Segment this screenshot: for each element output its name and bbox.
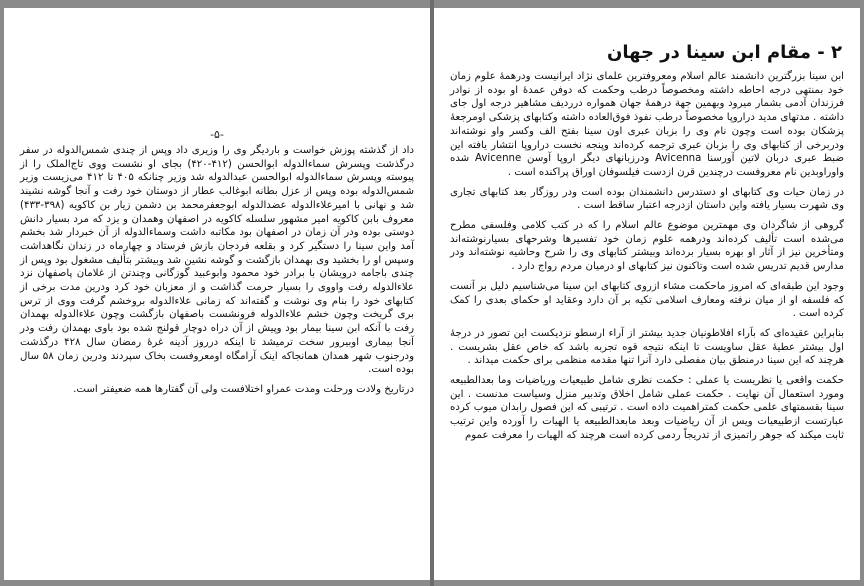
paragraph: داد از گذشته پوزش خواست و باردیگر وی را وزیری داد وپس از چندی شمس‌الدوله در سفر درگذشت وپسرش سماءالدوله ابوالحسن (۴۱۲-۴۲۰) بجای او نشست ووی تاج‌الملک را از پیوسته وپسرش سماءالدوله ابوالحسن عبدالدوله شد وزیر چنانکه ۴۰۵ تا ۴۱۲ می‌زیست وزیر شمس‌الدوله بوده وپس از عزل بطانه ابوغالب عطار از دوستان خود رفت و آنجا گوشه نشیند شد و نهانی با امیرعلاءالدوله عضدالدوله ابوجعفرمحمد بن دشمن زیار بن کاکویه (۳۹۸-۴۳۳) معروف بابن کاکویه امیر مشهور سلسله کاکویه در اصفهان وهمدان و یزد که مرد بسیار دانش دوستی بوده ودر آن زمان در اصفهان بود مکاتبه داشت وسماءالدوله از آن خبردار شد بخشم آمد واین سینا را دستگیر کرد و بقلعه فردجان بازش فرستاد و چهارماه در زندان نگاهداشت وسپس او را بخشید وی بهمدان بازگشت و گوشه نشین شد وبیشتر بتألیف مشغول بود وپس از چندی باجامه درویشان با برادر خود محمود وابوعبید گوزگانی وچندتن از غلامان پاصفهان نزد علاءالدوله رفت واووی را بسیار حرمت گذاشت و از معزبان خود کرد ودرین مدت برخی از کتابهای خود را بنام وی نوشت و گفته‌اند که زمانی علاءالدوله بروخشم گرفت ووی از ترس بری گریخت وچون خشم علاءالدوله فرونشست باصفهان بازگشت وچون علاءالدوله بهمدان رفت با آنکه ابن سینا بیمار بود وپیش از آن دراه دوچار قولنج شده بود باوی بهمدان رفت ودر آنجا بیماری اوبیرور سخت ترمیشد تا اینکه درروز آدینه غرهٔ رمضان سال ۴۲۸ درگذشت ودرجنوب شهر همدان همانجاکه اینک آرامگاه اومعروفست بخاک سپردند ودرین زمان ۵۸ سال بوده است.	[20, 145, 415, 376]
paragraph: حکمت واقعی یا نظریست یا عملی : حکمت نظری شامل طبیعیات وریاضیات وما بعدالطبیعه ومورد استعمال آن نهایت . حکمت عملی شامل اخلاق وتدبیر منزل وسیاست مدنست . این سینا بقسمتهای علمی حکمت کمتراهمیت داده است . ترتیبی که این فصول رابدان میوب کرده عبارتست ازطبیعیات ویس از آن ریاضیات وبعد مابعدالطبیعه یا الهیات را آورده واین ترتیب ثابت میکند که جوهر راتمیزی از تدریجاً ردمی کرده است هرچند که الهیات را معرفت عموم	[450, 375, 844, 441]
right-page-text	[450, 70, 844, 449]
page-number: -۵-	[210, 128, 224, 141]
paragraph: ابن سینا بزرگترین دانشمند عالم اسلام ومعروفترین علمای نژاد ایرانیست ودرهمهٔ علوم زمان خود بمنتهی درجه احاطه داشته ومخصوصاً درطب وحکمت که دوفن عمدهٔ او بوده از نوادر فرزندان آدمی بشمار میرود وبهمین جهة درهمهٔ جهان همواره درردیف مشاهیر درجه اول جای داشته . مدتهای مدید دراروپا مخصوصاً درطب نفوذ فوق‌العاده داشته وکتابهای پزشکی اومرجعهٔ پزشکان بوده است وچون نام وی را بزبان عبری اون سینا بفتح الف وکسر واو نوشته‌اند ودربرخی از کتابهای وی را بزبان عبری ترجمه کرده‌اند وپنجه نخست دراروپا انتشار یافته این ضبط عبری دربان لاتین آورسنا Avicenna ودرزبانهای دیگر اروپا آوسن Avicenne شده واوراوبدین نام معروفست درچندین قرن ازدست فیلسوفان اوراق پراکنده است .	[450, 71, 844, 178]
left-page-text	[20, 144, 414, 403]
paragraph: گروهی از شاگردان وی مهمترین موضوع عالم اسلام را که در کتب کلامی وفلسفی مطرح می‌شده است تألیف کرده‌اند ودرهمه علوم زمان خود تفسیرها وشرحهای بسیارنوشته‌اند ومتأخرین نیز از آثار او بهره بسیار برده‌اند وبیشتر کتابهای وی را شرح وحاشیه نوشته‌اند ودر مدارس قدیم تدریس شده است وتاکنون نیز کتابهای او درمیان مردم رواج دارد .	[450, 220, 844, 273]
left-page	[4, 8, 430, 580]
paragraph: وجود این طبقه‌ای که امروز ماحکمت مشاء ازروی کتابهای ابن سینا می‌شناسیم دلیل بر آنست که فلسفه او از میان نرفته ومعارف اسلامی تکیه بر آن دارد وعقاید او حکمای بعدی را کمک کرده است .	[450, 280, 844, 320]
chapter-title: ۲ - مقام ابن سینا در جهان	[607, 42, 842, 63]
paragraph: بنابراین عقیده‌ای که بآراء افلاطونیان جدید بیشتر از آراء ارسطو نزدیکست این تصور در درجهٔ اول بیشتر عطیهٔ عقل ساویست تا اینکه نتیجه قوه تجربه باشد که خاص عقل بشریست . هرچند که این سینا درمنطق بیان مفصلی دارد آنرا تنها مقدمه منظمی برای حکمت میداند .	[450, 327, 844, 367]
paragraph: در زمان حیات وی کتابهای او دستدرس دانشمندان بوده است ودر روزگار بعد کتابهای تجاری وی شهرت بسیار یافته واین داستان ازدرجه اعتبار ساقط است .	[450, 186, 844, 212]
paragraph: درتاریخ ولادت ورحلت ومدت عمراو اختلافست ولی آن گفتارها همه ضعیفتر است.	[73, 383, 414, 395]
right-page	[434, 8, 860, 580]
